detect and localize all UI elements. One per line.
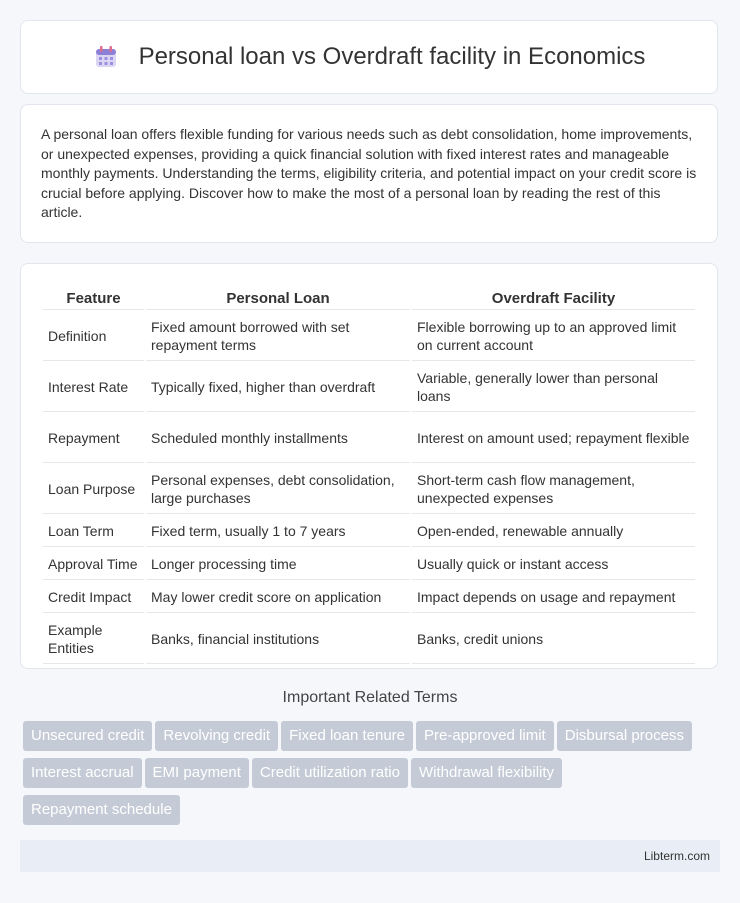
- table-row: [43, 615, 695, 664]
- overdraft-cell: Usually quick or instant access: [412, 549, 695, 580]
- calendar-icon: [93, 44, 119, 70]
- personal-loan-cell: Longer processing time: [146, 549, 410, 580]
- feature-cell: Loan Term: [43, 516, 144, 547]
- related-term-tag[interactable]: Disbursal process: [557, 721, 692, 751]
- feature-cell: Interest Rate: [43, 363, 144, 412]
- overdraft-cell: Short-term cash flow management, unexpected expenses: [412, 465, 695, 514]
- header-personal-loan: Personal Loan: [146, 286, 410, 310]
- overdraft-cell: Open-ended, renewable annually: [412, 516, 695, 547]
- related-terms-list: [23, 721, 723, 832]
- overdraft-cell: Banks, credit unions: [412, 615, 695, 664]
- related-term-tag[interactable]: EMI payment: [145, 758, 249, 788]
- header-feature: Feature: [43, 286, 144, 310]
- related-term-tag[interactable]: Credit utilization ratio: [252, 758, 408, 788]
- page-title: Personal loan vs Overdraft facility in Economics: [138, 43, 646, 70]
- related-term-tag[interactable]: Unsecured credit: [23, 721, 152, 751]
- personal-loan-cell: Fixed term, usually 1 to 7 years: [146, 516, 410, 547]
- table-row: [43, 363, 695, 412]
- related-term-tag[interactable]: Fixed loan tenure: [281, 721, 413, 751]
- related-term-tag[interactable]: Interest accrual: [23, 758, 142, 788]
- header-overdraft-facility: Overdraft Facility: [412, 286, 695, 310]
- personal-loan-cell: Personal expenses, debt consolidation, large purchases: [146, 465, 410, 514]
- title-card: [20, 20, 718, 94]
- feature-cell: Approval Time: [43, 549, 144, 580]
- overdraft-cell: Flexible borrowing up to an approved limit on current account: [412, 312, 695, 361]
- personal-loan-cell: Fixed amount borrowed with set repayment terms: [146, 312, 410, 361]
- footer: [20, 840, 720, 872]
- personal-loan-cell: May lower credit score on application: [146, 582, 410, 613]
- personal-loan-cell: Scheduled monthly installments: [146, 414, 410, 463]
- intro-card: [20, 104, 718, 243]
- feature-cell: Definition: [43, 312, 144, 361]
- overdraft-cell: Impact depends on usage and repayment: [412, 582, 695, 613]
- comparison-card: [20, 263, 718, 669]
- overdraft-cell: Interest on amount used; repayment flexible: [412, 414, 695, 463]
- overdraft-cell: Variable, generally lower than personal loans: [412, 363, 695, 412]
- table-row: [43, 312, 695, 361]
- table-header-row: [43, 286, 695, 310]
- intro-text: A personal loan offers flexible funding for various needs such as debt consolidation, home improvements, or unexpected expenses, providing a quick financial solution with fixed interest rates and manageable monthly payments. Understanding the terms, eligibility criteria, and potential impact on your credit score is crucial before applying. Discover how to make the most of a personal loan by reading the rest of this article.: [41, 126, 697, 221]
- related-term-tag[interactable]: Revolving credit: [155, 721, 278, 751]
- table-row: [43, 516, 695, 547]
- related-term-tag[interactable]: Pre-approved limit: [416, 721, 554, 751]
- feature-cell: Loan Purpose: [43, 465, 144, 514]
- table-row: [43, 465, 695, 514]
- related-term-tag[interactable]: Withdrawal flexibility: [411, 758, 562, 788]
- table-row: [43, 582, 695, 613]
- table-row: [43, 414, 695, 463]
- table-row: [43, 549, 695, 580]
- related-term-tag[interactable]: Repayment schedule: [23, 795, 180, 825]
- feature-cell: Example Entities: [43, 615, 144, 664]
- feature-cell: Repayment: [43, 414, 144, 463]
- footer-site-link[interactable]: Libterm.com: [643, 849, 710, 863]
- comparison-table: [41, 284, 697, 666]
- personal-loan-cell: Typically fixed, higher than overdraft: [146, 363, 410, 412]
- personal-loan-cell: Banks, financial institutions: [146, 615, 410, 664]
- feature-cell: Credit Impact: [43, 582, 144, 613]
- related-terms-title: Important Related Terms: [282, 689, 458, 706]
